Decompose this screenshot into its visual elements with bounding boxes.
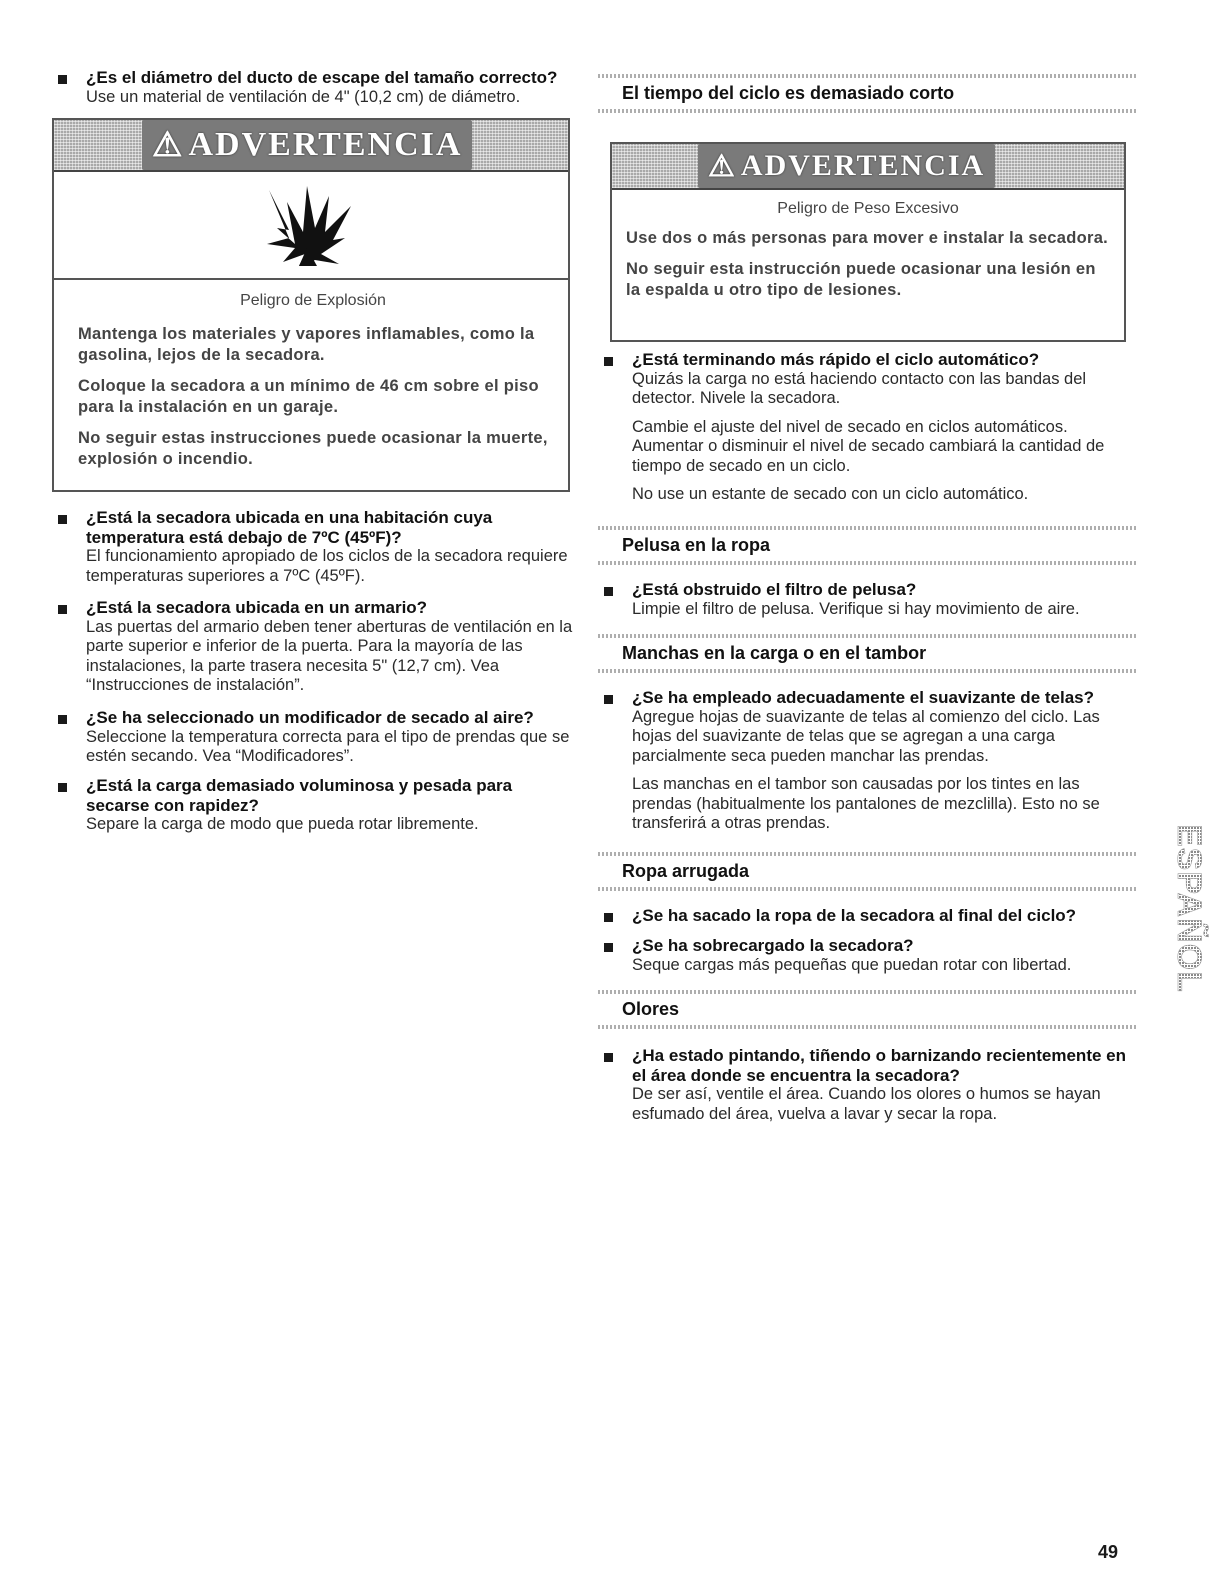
answer-text: No use un estante de secado con un ciclo automático. <box>632 485 1029 503</box>
bullet-icon <box>58 75 67 84</box>
section-cycle-too-short <box>598 74 1136 113</box>
dotted-rule <box>598 74 1136 78</box>
warning-line: No seguir esta instrucción puede ocasionar una lesión en la espalda u otro tipo de lesiones. <box>626 260 1096 299</box>
dotted-rule <box>598 561 1136 565</box>
warning-triangle-icon: ⚠ <box>152 127 185 164</box>
answer-text: Agregue hojas de suavizante de telas al comienzo del ciclo. Las hojas del suavizante de telas que se agregan a una carga parcialmente seca pueden manchar las prendas. <box>632 707 1100 765</box>
warning-box-explosion <box>52 118 570 492</box>
answer-text: Las manchas en el tambor son causadas por los tintes en las prendas (habitualmente los pantalones de mezclilla). Esto no se transferirá a otras prendas. <box>632 775 1100 832</box>
dotted-rule <box>598 669 1136 673</box>
warning-subtitle: Peligro de Explosión <box>240 292 386 309</box>
question-text: ¿Se ha sacado la ropa de la secadora al final del ciclo? <box>632 906 1077 925</box>
question-load-size <box>52 776 580 835</box>
question-fabric-softener <box>598 688 1136 834</box>
section-heading: Pelusa en la ropa <box>622 535 771 555</box>
warning-line: Mantenga los materiales y vapores inflamables, como la gasolina, lejos de la secadora. <box>78 325 535 364</box>
section-odors <box>598 990 1136 1029</box>
warning-line: No seguir estas instrucciones puede ocasionar la muerte, explosión o incendio. <box>78 429 548 468</box>
dotted-rule <box>598 634 1136 638</box>
warning-title: ⚠ ADVERTENCIA <box>698 144 995 188</box>
question-auto-cycle <box>598 350 1136 505</box>
warning-band <box>54 120 568 172</box>
question-remove-clothes <box>598 906 1136 926</box>
dotted-rule <box>598 990 1136 994</box>
question-text: ¿Está la secadora ubicada en una habitación cuya temperatura está debajo de 7ºC (45ºF)? <box>86 508 493 547</box>
warning-subtitle: Peligro de Peso Excesivo <box>777 200 959 217</box>
question-text: ¿Se ha empleado adecuadamente el suavizante de telas? <box>632 688 1095 707</box>
answer-text: Use un material de ventilación de 4" (10,2 cm) de diámetro. <box>86 87 521 106</box>
question-text: ¿Está la secadora ubicada en un armario? <box>86 598 428 617</box>
bullet-icon <box>58 783 67 792</box>
warning-triangle-icon: ⚠ <box>708 149 737 183</box>
dotted-rule <box>598 526 1136 530</box>
section-heading: El tiempo del ciclo es demasiado corto <box>622 83 955 103</box>
warning-body <box>626 200 1110 301</box>
question-text: ¿Está obstruido el filtro de pelusa? <box>632 580 917 599</box>
answer-text: Seleccione la temperatura correcta para el tipo de prendas que se estén secando. Vea “Modificadores”. <box>86 727 570 765</box>
question-painting <box>598 1046 1136 1124</box>
question-overloaded <box>598 936 1136 975</box>
section-wrinkled <box>598 852 1136 891</box>
answer-text: De ser así, ventile el área. Cuando los olores o humos se hayan esfumado del área, vuelva a lavar y secar la ropa. <box>632 1085 1101 1123</box>
bullet-icon <box>604 1053 613 1062</box>
bullet-icon <box>604 913 613 922</box>
section-lint <box>598 526 1136 565</box>
answer-text: Quizás la carga no está haciendo contacto con las bandas del detector. Nivele la secadora. <box>632 369 1087 407</box>
question-closet <box>52 598 580 696</box>
question-room-temperature <box>52 508 580 586</box>
warning-line: Use dos o más personas para mover e instalar la secadora. <box>626 229 1109 247</box>
question-text: ¿Se ha sobrecargado la secadora? <box>632 936 914 955</box>
section-heading: Olores <box>622 999 680 1019</box>
dotted-rule <box>598 852 1136 856</box>
question-text: ¿Ha estado pintando, tiñendo o barnizando recientemente en el área donde se encuentra la secadora? <box>632 1046 1126 1085</box>
warning-title: ⚠ ADVERTENCIA <box>142 120 472 170</box>
page-number: 49 <box>1098 1542 1119 1562</box>
warning-line: Coloque la secadora a un mínimo de 46 cm sobre el piso para la instalación en un garaje. <box>78 377 539 416</box>
bullet-icon <box>604 587 613 596</box>
bullet-icon <box>58 715 67 724</box>
dotted-rule <box>598 887 1136 891</box>
section-stains <box>598 634 1136 673</box>
question-text: ¿Se ha seleccionado un modificador de secado al aire? <box>86 708 534 727</box>
question-text: ¿Está la carga demasiado voluminosa y pesada para secarse con rapidez? <box>86 776 513 815</box>
bullet-icon <box>58 605 67 614</box>
question-air-dry-modifier <box>52 708 580 767</box>
question-duct-diameter <box>52 68 580 107</box>
bullet-icon <box>604 357 613 366</box>
explosion-icon-area <box>54 172 568 280</box>
answer-text: Las puertas del armario deben tener aberturas de ventilación en la parte superior e inferior de la puerta. Para la mayoría de las instalaciones, la parte trasera necesita 5" (12,7 cm). Vea “Instrucciones de instalación”. <box>86 617 573 694</box>
answer-text: El funcionamiento apropiado de los ciclos de la secadora requiere temperaturas superiores a 7ºC (45ºF). <box>86 547 568 585</box>
question-text: ¿Está terminando más rápido el ciclo automático? <box>632 350 1040 369</box>
side-language-tab <box>1148 818 1208 1054</box>
answer-text: Cambie el ajuste del nivel de secado en ciclos automáticos. Aumentar o disminuir el nivel de secado cambiará la cantidad de tiempo de secado en un ciclo. <box>632 417 1105 475</box>
dotted-rule <box>598 109 1136 113</box>
answer-text: Separe la carga de modo que pueda rotar libremente. <box>86 815 479 833</box>
answer-text: Seque cargas más pequeñas que puedan rotar con libertad. <box>632 955 1072 974</box>
warning-body <box>78 292 548 470</box>
question-text: ¿Es el diámetro del ducto de escape del tamaño correcto? <box>86 68 558 87</box>
side-tab-text: ESPAÑOL <box>1170 824 1208 993</box>
answer-text: Limpie el filtro de pelusa. Verifique si hay movimiento de aire. <box>632 599 1080 618</box>
warning-box-weight <box>610 142 1126 342</box>
section-heading: Manchas en la carga o en el tambor <box>622 643 927 663</box>
bullet-icon <box>604 695 613 704</box>
side-tab-graphic <box>1148 818 1208 1054</box>
explosion-icon <box>259 182 359 272</box>
bullet-icon <box>58 515 67 524</box>
dotted-rule <box>598 1025 1136 1029</box>
question-lint-filter <box>598 580 1136 619</box>
warning-band <box>612 144 1124 190</box>
bullet-icon <box>604 943 613 952</box>
section-heading: Ropa arrugada <box>622 861 750 881</box>
